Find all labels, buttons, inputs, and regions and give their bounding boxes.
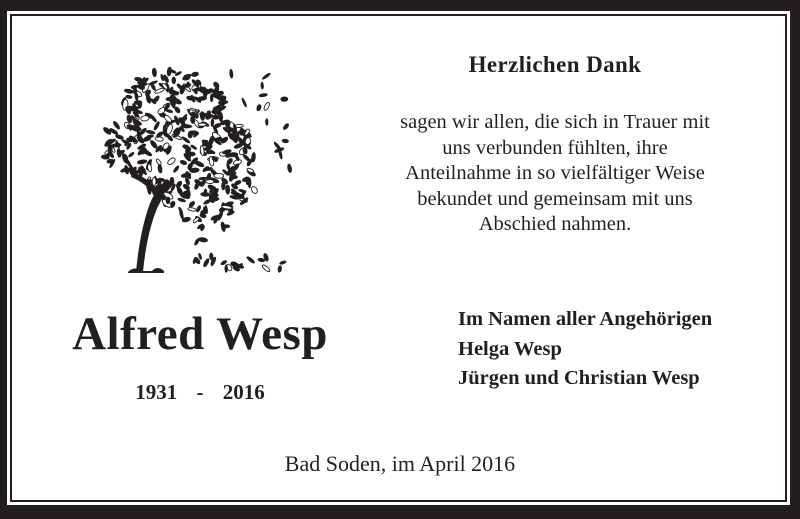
tree-roots	[128, 268, 164, 273]
life-years: 1931 - 2016	[135, 380, 265, 404]
thanks-body-line: sagen wir allen, die sich in Trauer mit	[400, 111, 710, 133]
thanks-column	[350, 52, 760, 238]
family-line: Im Namen aller Angehörigen	[458, 308, 713, 330]
family-block	[458, 305, 778, 394]
windblown-tree-icon	[88, 52, 298, 287]
thanks-heading: Herzlichen Dank	[468, 52, 642, 77]
thanks-body-line: bekundet und gemeinsam mit uns	[417, 187, 693, 210]
thanks-body-line: Anteilnahme in so vielfältiger Weise	[405, 162, 705, 184]
thanks-body-line: Abschied nahmen.	[478, 213, 632, 235]
deceased-block	[35, 308, 365, 405]
tree-leaves	[101, 66, 293, 272]
thanks-body	[350, 110, 760, 238]
place-date: Bad Soden, im April 2016	[284, 451, 516, 476]
family-line: Jürgen und Christian Wesp	[458, 367, 700, 389]
deceased-name: Alfred Wesp	[72, 308, 328, 360]
thanks-body-line: uns verbunden fühlten, ihre	[442, 136, 668, 159]
family-line: Helga Wesp	[458, 337, 562, 360]
